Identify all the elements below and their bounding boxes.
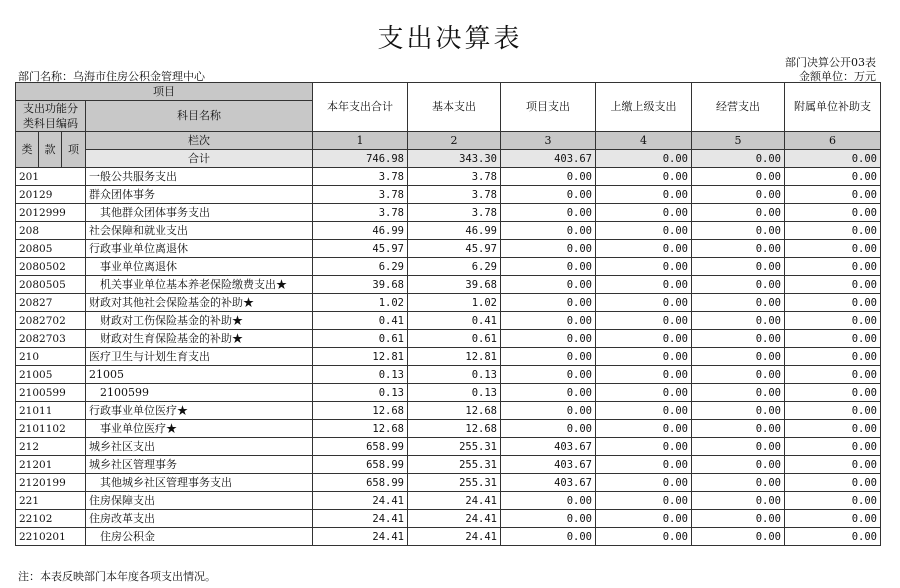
row-subject-name: 住房改革支出 [86, 510, 313, 528]
row-subject-name: 城乡社区支出 [86, 438, 313, 456]
row-value: 0.00 [692, 186, 785, 204]
row-value: 0.00 [692, 276, 785, 294]
row-value: 0.00 [501, 204, 596, 222]
row-code: 2080502 [16, 258, 86, 276]
table-row [16, 348, 881, 366]
total-value: 403.67 [501, 150, 596, 168]
total-value: 0.00 [692, 150, 785, 168]
table-row [16, 366, 881, 384]
row-value: 0.00 [692, 258, 785, 276]
table-row [16, 438, 881, 456]
row-value: 0.00 [785, 186, 881, 204]
row-value: 0.00 [785, 348, 881, 366]
header-kuan: 款 [39, 132, 62, 168]
col-num-6: 6 [785, 132, 881, 150]
row-value: 6.29 [313, 258, 408, 276]
row-value: 24.41 [313, 492, 408, 510]
col-num-5: 5 [692, 132, 785, 150]
row-value: 24.41 [408, 510, 501, 528]
row-value: 0.00 [596, 420, 692, 438]
row-value: 0.00 [596, 168, 692, 186]
row-code: 2082703 [16, 330, 86, 348]
row-subject-name: 21005 [86, 366, 313, 384]
row-value: 46.99 [408, 222, 501, 240]
table-row [16, 312, 881, 330]
table-row [16, 330, 881, 348]
row-value: 3.78 [313, 204, 408, 222]
row-value: 1.02 [313, 294, 408, 312]
row-value: 0.00 [692, 312, 785, 330]
total-value: 0.00 [785, 150, 881, 168]
row-value: 3.78 [408, 168, 501, 186]
row-value: 0.00 [596, 384, 692, 402]
row-value: 0.61 [408, 330, 501, 348]
col-num-2: 2 [408, 132, 501, 150]
row-value: 0.13 [313, 366, 408, 384]
row-value: 3.78 [313, 168, 408, 186]
row-value: 0.00 [501, 384, 596, 402]
table-row [16, 276, 881, 294]
col-num-1: 1 [313, 132, 408, 150]
header-col-5: 经营支出 [692, 83, 785, 132]
amount-unit: 金额单位：万元 [799, 70, 876, 83]
row-code: 20129 [16, 186, 86, 204]
row-value: 0.00 [785, 276, 881, 294]
footnote: 注：本表反映部门本年度各项支出情况。 [18, 570, 216, 583]
row-value: 0.00 [501, 348, 596, 366]
row-value: 39.68 [408, 276, 501, 294]
row-value: 0.00 [596, 240, 692, 258]
row-value: 0.00 [501, 510, 596, 528]
row-value: 24.41 [313, 528, 408, 546]
table-row [16, 420, 881, 438]
row-value: 12.81 [313, 348, 408, 366]
row-code: 2101102 [16, 420, 86, 438]
row-value: 0.00 [501, 528, 596, 546]
row-value: 0.00 [596, 492, 692, 510]
row-value: 3.78 [408, 204, 501, 222]
table-row [16, 186, 881, 204]
row-value: 0.00 [785, 366, 881, 384]
row-subject-name: 行政事业单位医疗★ [86, 402, 313, 420]
page-title: 支出决算表 [377, 24, 523, 54]
row-value: 0.00 [596, 402, 692, 420]
row-value: 3.78 [408, 186, 501, 204]
row-value: 0.00 [596, 204, 692, 222]
row-subject-name: 社会保障和就业支出 [86, 222, 313, 240]
row-value: 0.00 [785, 294, 881, 312]
row-value: 0.00 [692, 222, 785, 240]
row-value: 658.99 [313, 438, 408, 456]
row-value: 0.13 [313, 384, 408, 402]
row-value: 0.00 [785, 402, 881, 420]
row-subject-name: 其他群众团体事务支出 [86, 204, 313, 222]
row-value: 0.00 [501, 240, 596, 258]
row-value: 0.41 [408, 312, 501, 330]
row-value: 0.00 [501, 222, 596, 240]
table-row [16, 384, 881, 402]
row-value: 0.00 [596, 276, 692, 294]
row-value: 255.31 [408, 456, 501, 474]
row-value: 12.81 [408, 348, 501, 366]
row-value: 0.00 [785, 330, 881, 348]
row-value: 0.00 [692, 330, 785, 348]
row-code: 2012999 [16, 204, 86, 222]
row-value: 0.00 [501, 294, 596, 312]
row-value: 0.00 [501, 168, 596, 186]
table-row [16, 168, 881, 186]
row-value: 0.00 [785, 258, 881, 276]
row-code: 20805 [16, 240, 86, 258]
table-row [16, 258, 881, 276]
row-value: 0.00 [501, 312, 596, 330]
row-value: 12.68 [313, 402, 408, 420]
row-value: 6.29 [408, 258, 501, 276]
header-col-2: 基本支出 [408, 83, 501, 132]
row-value: 0.00 [785, 474, 881, 492]
row-code: 21011 [16, 402, 86, 420]
row-value: 403.67 [501, 474, 596, 492]
total-value: 746.98 [313, 150, 408, 168]
table-row [16, 294, 881, 312]
row-code: 21005 [16, 366, 86, 384]
row-value: 0.00 [596, 312, 692, 330]
row-value: 0.00 [692, 366, 785, 384]
row-subject-name: 其他城乡社区管理事务支出 [86, 474, 313, 492]
row-value: 0.00 [501, 402, 596, 420]
row-value: 403.67 [501, 438, 596, 456]
row-value: 0.61 [313, 330, 408, 348]
form-number: 部门决算公开03表 [785, 56, 876, 69]
row-value: 403.67 [501, 456, 596, 474]
header-func-code: 支出功能分类科目编码 [16, 101, 86, 132]
department-name: 部门名称：乌海市住房公积金管理中心 [18, 70, 205, 83]
table-row [16, 474, 881, 492]
row-value: 12.68 [313, 420, 408, 438]
row-value: 0.00 [501, 492, 596, 510]
row-value: 0.00 [501, 330, 596, 348]
row-value: 0.00 [501, 276, 596, 294]
row-subject-name: 群众团体事务 [86, 186, 313, 204]
row-value: 0.00 [692, 384, 785, 402]
header-lei: 类 [16, 132, 39, 168]
row-value: 0.00 [501, 186, 596, 204]
row-value: 0.00 [692, 456, 785, 474]
row-subject-name: 行政事业单位离退休 [86, 240, 313, 258]
row-code: 212 [16, 438, 86, 456]
row-value: 45.97 [313, 240, 408, 258]
row-value: 0.00 [596, 474, 692, 492]
row-value: 0.00 [692, 438, 785, 456]
row-subject-name: 2100599 [86, 384, 313, 402]
row-value: 0.00 [692, 240, 785, 258]
header-xiang: 项 [62, 132, 86, 168]
row-value: 658.99 [313, 474, 408, 492]
row-subject-name: 财政对生育保险基金的补助★ [86, 330, 313, 348]
row-value: 0.00 [692, 420, 785, 438]
row-value: 0.00 [785, 168, 881, 186]
row-value: 24.41 [408, 528, 501, 546]
row-value: 0.00 [785, 240, 881, 258]
total-label: 合计 [86, 150, 313, 168]
row-subject-name: 事业单位医疗★ [86, 420, 313, 438]
table-row [16, 402, 881, 420]
row-subject-name: 一般公共服务支出 [86, 168, 313, 186]
row-value: 0.00 [596, 438, 692, 456]
row-subject-name: 医疗卫生与计划生育支出 [86, 348, 313, 366]
table-row [16, 204, 881, 222]
row-code: 2120199 [16, 474, 86, 492]
row-value: 0.41 [313, 312, 408, 330]
row-value: 0.00 [501, 258, 596, 276]
row-value: 0.00 [692, 348, 785, 366]
row-value: 0.00 [785, 492, 881, 510]
header-lanci: 栏次 [86, 132, 313, 150]
row-value: 12.68 [408, 420, 501, 438]
row-code: 201 [16, 168, 86, 186]
header-col-6: 附属单位补助支 [785, 83, 881, 132]
header-subject-name: 科目名称 [86, 101, 313, 132]
row-value: 0.00 [501, 366, 596, 384]
row-value: 0.00 [785, 510, 881, 528]
row-value: 0.00 [596, 222, 692, 240]
row-value: 0.00 [692, 402, 785, 420]
row-value: 0.00 [785, 420, 881, 438]
row-value: 12.68 [408, 402, 501, 420]
row-value: 0.00 [785, 438, 881, 456]
table-row [16, 222, 881, 240]
table-row [16, 492, 881, 510]
row-value: 0.00 [692, 528, 785, 546]
row-value: 0.00 [785, 204, 881, 222]
row-subject-name: 财政对工伤保险基金的补助★ [86, 312, 313, 330]
row-value: 0.00 [692, 168, 785, 186]
row-value: 0.00 [596, 294, 692, 312]
row-subject-name: 住房公积金 [86, 528, 313, 546]
row-value: 0.00 [785, 456, 881, 474]
row-value: 0.00 [692, 294, 785, 312]
total-value: 343.30 [408, 150, 501, 168]
row-value: 0.00 [596, 348, 692, 366]
row-value: 1.02 [408, 294, 501, 312]
col-num-4: 4 [596, 132, 692, 150]
row-value: 0.00 [596, 366, 692, 384]
row-value: 255.31 [408, 438, 501, 456]
row-value: 0.00 [501, 420, 596, 438]
row-code: 2080505 [16, 276, 86, 294]
row-code: 20827 [16, 294, 86, 312]
row-value: 255.31 [408, 474, 501, 492]
row-value: 0.00 [692, 204, 785, 222]
row-value: 24.41 [408, 492, 501, 510]
row-code: 2210201 [16, 528, 86, 546]
row-value: 0.00 [785, 222, 881, 240]
table-row [16, 240, 881, 258]
row-value: 0.00 [596, 330, 692, 348]
row-value: 0.00 [785, 528, 881, 546]
row-code: 2082702 [16, 312, 86, 330]
row-subject-name: 财政对其他社会保险基金的补助★ [86, 294, 313, 312]
row-value: 0.00 [596, 528, 692, 546]
header-col-1: 本年支出合计 [313, 83, 408, 132]
table-row [16, 510, 881, 528]
header-project: 项目 [16, 83, 313, 101]
row-code: 21201 [16, 456, 86, 474]
row-value: 0.00 [596, 456, 692, 474]
row-subject-name: 机关事业单位基本养老保险缴费支出★ [86, 276, 313, 294]
row-code: 22102 [16, 510, 86, 528]
row-value: 3.78 [313, 186, 408, 204]
row-value: 0.00 [596, 186, 692, 204]
row-subject-name: 住房保障支出 [86, 492, 313, 510]
col-num-3: 3 [501, 132, 596, 150]
row-value: 0.00 [596, 510, 692, 528]
header-col-4: 上缴上级支出 [596, 83, 692, 132]
row-code: 2100599 [16, 384, 86, 402]
row-value: 0.00 [692, 474, 785, 492]
table-row [16, 528, 881, 546]
row-code: 221 [16, 492, 86, 510]
row-value: 658.99 [313, 456, 408, 474]
row-value: 0.00 [785, 384, 881, 402]
row-value: 0.00 [785, 312, 881, 330]
row-subject-name: 城乡社区管理事务 [86, 456, 313, 474]
header-col-3: 项目支出 [501, 83, 596, 132]
row-code: 210 [16, 348, 86, 366]
row-value: 0.00 [692, 492, 785, 510]
expenditure-table [15, 82, 881, 546]
row-value: 45.97 [408, 240, 501, 258]
row-value: 24.41 [313, 510, 408, 528]
row-value: 39.68 [313, 276, 408, 294]
row-subject-name: 事业单位离退休 [86, 258, 313, 276]
row-value: 0.00 [692, 510, 785, 528]
row-code: 208 [16, 222, 86, 240]
row-value: 46.99 [313, 222, 408, 240]
total-value: 0.00 [596, 150, 692, 168]
row-value: 0.13 [408, 366, 501, 384]
row-value: 0.00 [596, 258, 692, 276]
table-row [16, 456, 881, 474]
row-value: 0.13 [408, 384, 501, 402]
